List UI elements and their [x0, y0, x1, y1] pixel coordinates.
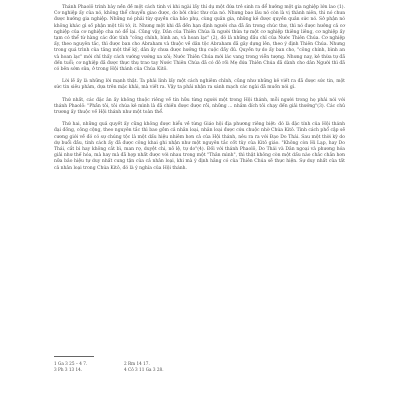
- footnote-3: 3 Ph 3 13 14.: [54, 367, 83, 372]
- footnote-2: 2 Rm 14 17.: [124, 361, 150, 366]
- paragraph-3: Thứ nhất, các đặc ân ấy không thuộc riêng về tín hữu từng người một trong Hội thánh, mỗi người trong họ phải nói với thánh Phaolô: "Phần tôi, tôi chúa kẻ mình là đã chiến được được rồi, những ... nhắm đích tôi chạy đến giải thưởng"(3). Các chủ trương ấy thuộc về Hội thánh như một toàn thể.: [54, 97, 345, 116]
- paragraph-4: Thứ hai, những quả quyết ấy cũng không được hiểu về từng Giáo hội địa phương riêng biệt: đó là đặc tính của Hội thánh đại đồng, công cộng, theo nguyên tắc thì bao gồm cả nhân loại, nhân loại được cứu chuộc nhờ Chúa Kitô. Tính cách phổ cập sẽ cương giới về đó có sự chúng tộc là một dấu hiệu nhiêm hơn cả của Hội thánh, nêu ra ra với Đạo Do Thái. Sau một thời kỳ do dự buổi đầu, tính cách ấy đã được công khai ghi nhận như một nguyên tắc cốt tủy của Kitô giáo. "Không còn Hi Lạp, hay Do Thái, cắt bì hay không cắt bì, man rợ, duyệt chi, nô lệ, tự do"(4). Đối với thánh Phaolô, Do Thái và Dân ngoại và phương hóa giải như thế hóa, mà hay mà đã hợp nhất được với nhau trong một "Thân mình", thì thật không còn một dấu nào chắc chắn hơn nữa bảo hiệu tự duy nhất cung tận của cả nhân loại, khi mà ý định hằng có của Thiên Chúa sẽ thực hiện. Sự duy nhất của tất cả nhân loại trong Chúa Kitô, đó là ý nghĩa của Hội thánh.: [54, 122, 345, 171]
- footnote-1: 1 Ga 3 25 – 4 7.: [54, 361, 88, 366]
- footnote-divider: [54, 356, 94, 357]
- paragraph-2: Lời lẽ ấy là những lời mạnh thật. Ta phải lĩnh lấy một cách nghiêm chỉnh, cũng như những kẻ viết ra đã được sức tin, một sức tin siêu phàm, dựa trên mặc khải, mà viết ra. Vậy ta phải nhận ra sánh mạch các ngài đã muốn nói gì.: [54, 79, 345, 91]
- footnotes: [54, 361, 194, 373]
- footnote-4: 4 Cô 3 11 Ga 3 28.: [124, 367, 164, 372]
- paragraph-1: Thánh Phaolô trình bày nền đề một cách tinh vi khi ngài lấy thí dụ một đứa trẻ sinh ra để hưởng một gia nghiệp lớn lao (1). Cơ nghiệp ấy của nó, không thể chuyển giao được, do bởi chúc thư của nó. Nhưng bao lâu nó còn là vị thành niên, thì nó chưa được hưởng gia nghiệp. Những nó phải tùy quyền của bảo phụ, cùng quản gia, những kẻ được quyền quản sức nó. Sở phận nó không khác gì số phận một tôi tớ, ít. Nhưng một khi đã đến hạn định người cha đã ấn trong chúc thư, thì nó được hưởng cả cơ nghiệp của cơ nghiệp cha nó để lại. Cũng vậy, Dân của Thiên Chúa là người thừa tự một cơ nghiệp thiêng liêng, cơ nghiệp ấy tạm có thể từ hàng các đức tính "công chính, bình an, và hoan lạc" (2), đó là những đầu chỉ của Nước Thiên Chúa. Cơ nghiệp ấy, theo nguyên tắc, thì được ban cho Abraham và thuộc về dân tộc Abraham đã gây dựng lên, theo ý định Thiên Chúa. Nhưng trong quá trình của tăng một thế kỷ, dân ấy chưa được hưởng thụ cuộc đầy đủ. Quyền tự do ấy ban cho, "công chính, bình an và hoan lạc" mới chỉ thấy cách vướng vướng xa xôi; Nước Thiên Chúa mới lác vang trong viễn tượng. Nhưng nay, kẻ thừa tự đã đến tuổi; cơ nghiệp đã được thực thụ trao tay Nước Thiên Chúa đã có đô rồi Mẹ đứa Thiên Chúa đã dành cho dân Người thì đã có bên sớm sửa, ở trong Hội thánh của Chúa Kitô.: [54, 5, 345, 73]
